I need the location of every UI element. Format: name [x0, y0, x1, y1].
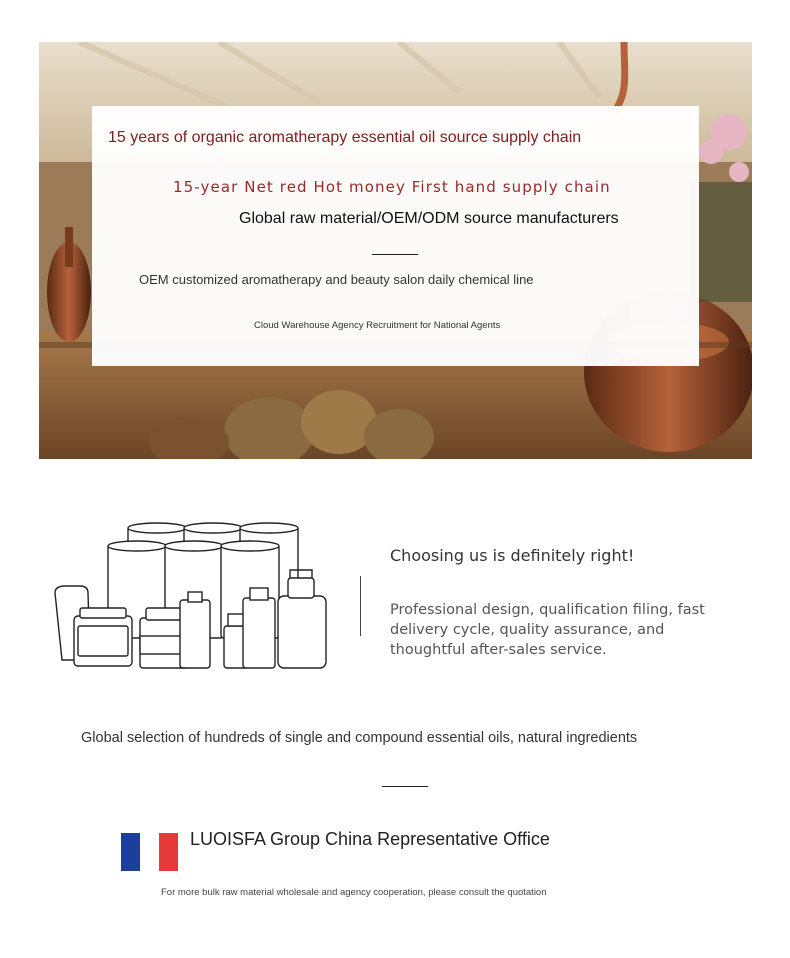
- divider: [360, 576, 361, 636]
- choose-description: Professional design, qualification filing, fast delivery cycle, quality assurance, and thoughtful after-sales service.: [390, 602, 705, 658]
- office-name: LUOISFA Group China Representative Office: [190, 829, 550, 849]
- selection-line: Global selection of hundreds of single and compound essential oils, natural ingredients: [81, 730, 638, 746]
- hero-supply-line: 15-year Net red Hot money First hand supply chain: [173, 178, 611, 196]
- divider: [372, 254, 418, 255]
- choose-heading: Choosing us is definitely right!: [390, 546, 635, 565]
- hero-manufacturer-line: Global raw material/OEM/ODM source manufacturers: [239, 210, 619, 227]
- hero-oem-line: OEM customized aromatherapy and beauty salon daily chemical line: [139, 272, 534, 287]
- consult-line: For more bulk raw material wholesale and agency cooperation, please consult the quotation: [161, 887, 547, 898]
- divider: [382, 786, 428, 787]
- hero-recruit-line: Cloud Warehouse Agency Recruitment for National Agents: [254, 320, 501, 331]
- bottles-and-drums-illustration: [50, 518, 340, 673]
- hero-title: 15 years of organic aromatherapy essential oil source supply chain: [108, 129, 582, 146]
- france-flag-icon: [121, 833, 179, 871]
- hero-text-panel: [92, 106, 699, 366]
